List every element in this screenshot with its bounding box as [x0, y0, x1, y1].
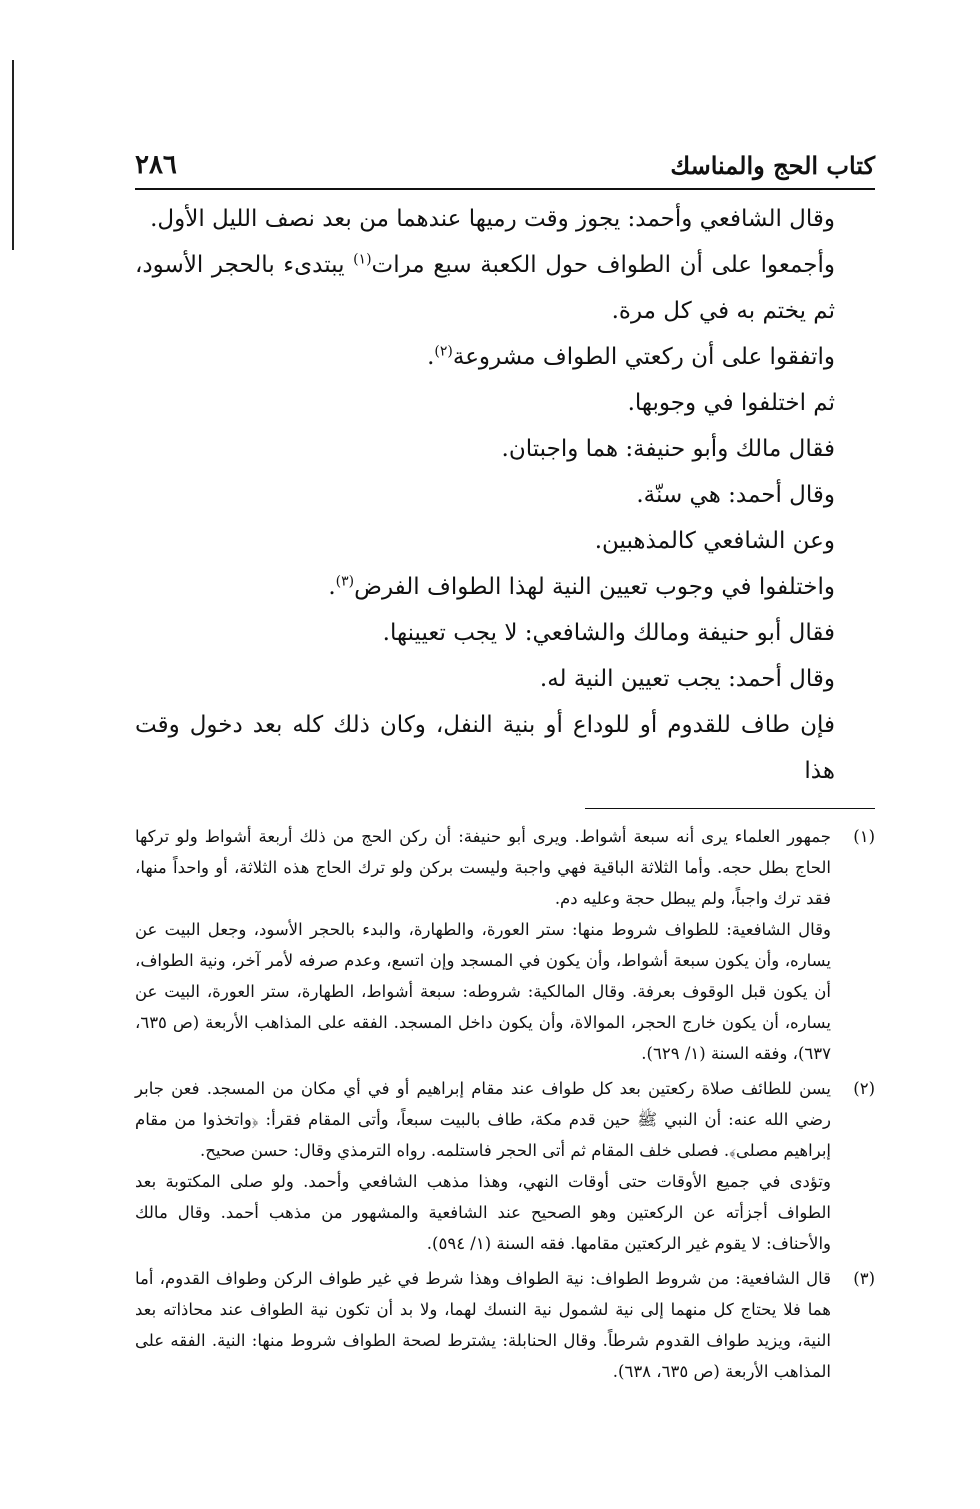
paragraph: فقال مالك وأبو حنيفة: هما واجبتان.: [501, 436, 835, 462]
paragraph: وعن الشافعي كالمذهبين.: [594, 528, 835, 554]
paragraph: فإن طاف للقدوم أو للوداع أو بنية النفل، وكان ذلك كله بعد دخول وقت هذا: [135, 712, 835, 784]
footnote-ref: (١): [353, 251, 372, 268]
paragraph: واتفقوا على أن ركعتي الطواف مشروعة$^{(٢)}$.: [427, 343, 835, 370]
footnote: [135, 1073, 875, 1259]
page-header: [135, 150, 875, 190]
paragraph: وقال أحمد: يجب تعيين النية له.: [539, 666, 835, 692]
paragraph: ثم اختلفوا في وجوبها.: [627, 390, 835, 416]
footnote-ref: (٣): [335, 573, 355, 590]
scan-edge-mark: [12, 60, 14, 250]
paragraph: وقال أحمد: هي سنّة.: [636, 482, 835, 508]
paragraph: واختلفوا في وجوب تعيين النية لهذا الطواف الفرض$^{(٣)}$.: [328, 573, 835, 600]
footnote-separator: [585, 808, 875, 809]
paragraph: فقال أبو حنيفة ومالك والشافعي: لا يجب تعيينها.: [382, 620, 835, 646]
page-number: ٢٨٦: [135, 150, 177, 180]
footnote-text: يسن للطائف صلاة ركعتين بعد كل طواف عند مقام إبراهيم أو في أي مكان من المسجد. فعن جابر رضي الله عنه: أن النبي ﷺ حين قدم مكة، طاف بالبيت سبعاً، وأتى المقام فقرأ: ﴿واتخذوا من مقام إبراهيم مصلى﴾. فصلى خلف المقام ثم أتى الحجر فاستلمه. رواه الترمذي وقال: حسن صحيح.: [135, 1079, 831, 1160]
footnote-text: جمهور العلماء يرى أنه سبعة أشواط. ويرى أبو حنيفة: أن ركن الحج من ذلك أربعة أشواط ولو تركها الحاج بطل حجه. وأما الثلاثة الباقية فهي واجبة وليست بركن ولو ترك الحاج هذه الثلاثة، أو واحداً منها، فقد ترك واجباً، ولم يبطل حجة وعليه دم.: [135, 827, 831, 908]
main-text: [135, 196, 875, 794]
footnotes: [135, 821, 875, 1387]
book-title: كتاب الحج والمناسك: [670, 151, 875, 180]
footnote-text: وقال الشافعية: للطواف شروط منها: ستر العورة، والطهارة، والبدء بالحجر الأسود، وجعل البيت عن يساره، وأن يكون سبعة أشواط، وأن يكون في المسجد وإن اتسع، وعدم صرفه لأمر آخر، ونية الطواف، أن يكون قبل الوقوف بعرفة. وقال المالكية: شروطه: سبعة أشواط، الطهارة، ستر العورة، البيت عن يساره، أن يكون خارج الحجر، الموالاة، وأن يكون داخل المسجد. الفقه على المذاهب الأربعة (ص ٦٣٥، ٦٣٧)، وفقه السنة (١/ ٦٢٩).: [135, 920, 831, 1063]
footnote: [135, 821, 875, 1069]
footnote-text: وتؤدى في جميع الأوقات حتى أوقات النهي، وهذا مذهب الشافعي وأحمد. ولو صلى المكتوبة بعد الطواف أجزأته عن الركعتين وهو الصحيح عند الشافعية والمشهور من مذهب أحمد. وقال مالك والأحناف: لا يقوم غير الركعتين مقامها. فقه السنة (١/ ٥٩٤).: [135, 1172, 831, 1253]
book-page: [135, 150, 875, 1391]
footnote-ref: (٢): [434, 343, 453, 360]
footnote-number: (١): [853, 827, 875, 846]
footnote: [135, 1263, 875, 1387]
footnote-text: قال الشافعية: من شروط الطواف: نية الطواف وهذا شرط في غير طواف الركن وطواف القدوم، أما هما فلا يحتاج كل منهما إلى نية لشمول نية النسك لهما، ولا بد أن تكون نية الطواف عند محاذاته بعد النية، ويزيد طواف القدوم شرطاً. وقال الحنابلة: يشترط لصحة الطواف شروط منها: النية. الفقه على المذاهب الأربعة (ص ٦٣٥، ٦٣٨).: [135, 1269, 831, 1381]
footnote-number: (٣): [853, 1269, 875, 1288]
footnote-number: (٢): [853, 1079, 875, 1098]
paragraph: وأجمعوا على أن الطواف حول الكعبة سبع مرات$^{(١)}$ يبتدىء بالحجر الأسود، ثم يختم به في كل مرة.: [135, 251, 836, 324]
paragraph: وقال الشافعي وأحمد: يجوز وقت رميها عندهما من بعد نصف الليل الأول.: [150, 206, 835, 232]
